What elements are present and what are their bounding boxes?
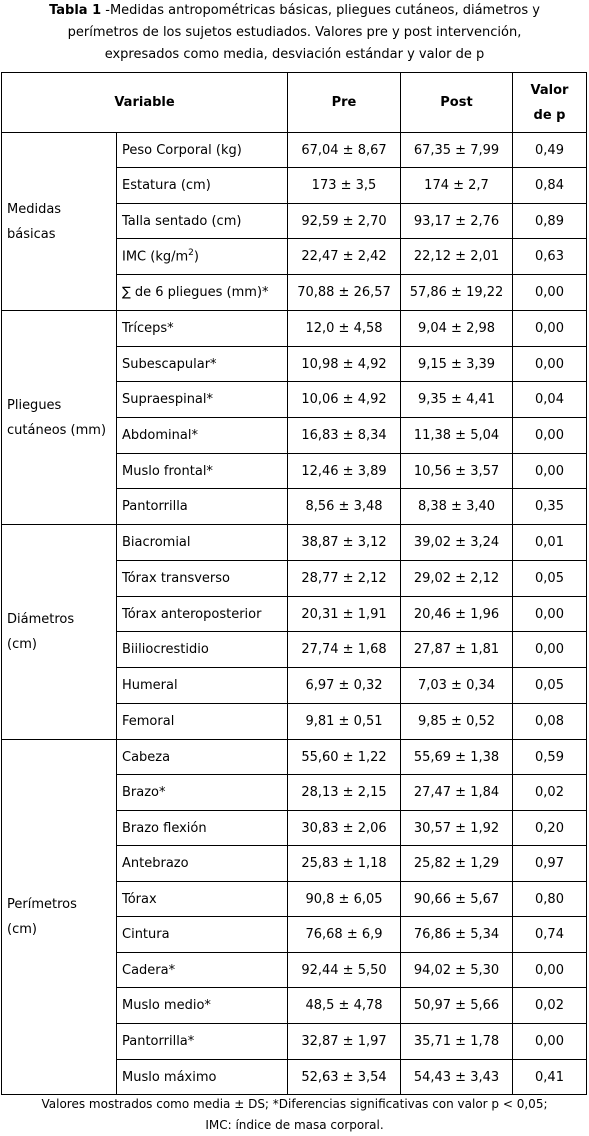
p-value: 0,97 (513, 846, 587, 882)
post-value: 27,47 ± 1,84 (401, 775, 513, 811)
variable-name-text: Estatura (cm) (122, 178, 211, 193)
p-value: 0,74 (513, 917, 587, 953)
variable-name-superscript: 2 (188, 248, 194, 259)
group-label-line-1: Pliegues (7, 397, 62, 413)
pre-value: 76,68 ± 6,9 (288, 917, 401, 953)
p-value: 0,20 (513, 811, 587, 846)
group-label-line-2: (cm) (7, 922, 37, 937)
variable-name (117, 811, 288, 846)
variable-name-text: Tríceps* (122, 321, 174, 336)
pre-value: 6,97 ± 0,32 (288, 668, 401, 704)
variable-name-text: Peso Corporal (kg) (122, 142, 242, 158)
pre-value: 10,98 ± 4,92 (288, 347, 401, 382)
variable-name (117, 740, 288, 775)
pre-value: 25,83 ± 1,18 (288, 846, 401, 882)
p-value: 0,00 (513, 632, 587, 668)
header-variable: Variable (2, 73, 288, 133)
variable-name (117, 632, 288, 668)
p-value: 0,08 (513, 704, 587, 740)
variable-name-text: Supraespinal* (122, 392, 214, 407)
group-label-line-2: básicas (7, 226, 56, 242)
variable-name (117, 882, 288, 917)
variable-name-text: Muslo medio* (122, 998, 211, 1013)
variable-name (117, 1060, 288, 1095)
variable-name (117, 775, 288, 811)
variable-name (117, 454, 288, 489)
pre-value: 9,81 ± 0,51 (288, 704, 401, 740)
table-row (2, 525, 587, 561)
variable-name-text: Tórax anteroposterior (122, 606, 262, 622)
table-body (2, 133, 587, 1095)
header-p-value (513, 73, 587, 133)
post-value: 50,97 ± 5,66 (401, 988, 513, 1024)
pre-value: 92,44 ± 5,50 (288, 953, 401, 988)
footnote-line-1: Valores mostrados como media ± DS; *Diferencias significativas con valor p < 0,05; (41, 1097, 548, 1111)
pre-value: 67,04 ± 8,67 (288, 133, 401, 168)
variable-name-text: Pantorrilla* (122, 1034, 195, 1049)
post-value: 30,57 ± 1,92 (401, 811, 513, 846)
group-label (2, 740, 117, 1095)
post-value: 94,02 ± 5,30 (401, 953, 513, 988)
pre-value: 20,31 ± 1,91 (288, 597, 401, 632)
post-value: 7,03 ± 0,34 (401, 668, 513, 704)
p-value: 0,80 (513, 882, 587, 917)
p-value: 0,01 (513, 525, 587, 561)
pre-value: 28,77 ± 2,12 (288, 561, 401, 597)
pre-value: 10,06 ± 4,92 (288, 382, 401, 418)
group-label-line-2: cutáneos (mm) (7, 422, 107, 438)
variable-name (117, 525, 288, 561)
table-caption (0, 0, 589, 70)
p-value: 0,00 (513, 275, 587, 311)
variable-name (117, 418, 288, 454)
variable-name-text: ∑ de 6 pliegues (mm)* (122, 285, 269, 300)
post-value: 174 ± 2,7 (401, 168, 513, 204)
variable-name-text: Tórax transverso (122, 571, 231, 586)
caption-line-1 (0, 0, 589, 22)
variable-name-text: IMC (kg/m (122, 249, 189, 265)
variable-name-text: Cabeza (122, 749, 171, 765)
pre-value: 92,59 ± 2,70 (288, 204, 401, 239)
pre-value: 8,56 ± 3,48 (288, 489, 401, 525)
variable-name (117, 597, 288, 632)
post-value: 9,15 ± 3,39 (401, 347, 513, 382)
variable-name-text: Humeral (122, 678, 178, 693)
post-value: 29,02 ± 2,12 (401, 561, 513, 597)
header-row (2, 73, 587, 133)
post-value: 67,35 ± 7,99 (401, 133, 513, 168)
post-value: 55,69 ± 1,38 (401, 740, 513, 775)
variable-name (117, 917, 288, 953)
variable-name (117, 988, 288, 1024)
group-label (2, 311, 117, 525)
pre-value: 55,60 ± 1,22 (288, 740, 401, 775)
group-label-line-1: Medidas (7, 201, 62, 217)
variable-name-text: Subescapular* (122, 356, 217, 372)
pre-value: 48,5 ± 4,78 (288, 988, 401, 1024)
pre-value: 90,8 ± 6,05 (288, 882, 401, 917)
p-value: 0,89 (513, 204, 587, 239)
header-post: Post (401, 73, 513, 133)
post-value: 25,82 ± 1,29 (401, 846, 513, 882)
post-value: 27,87 ± 1,81 (401, 632, 513, 668)
variable-name-text: Pantorrilla (122, 499, 188, 514)
p-value: 0,00 (513, 418, 587, 454)
variable-name-text: Tórax (122, 891, 157, 907)
variable-name-text: Cintura (122, 927, 170, 942)
post-value: 20,46 ± 1,96 (401, 597, 513, 632)
pre-value: 28,13 ± 2,15 (288, 775, 401, 811)
post-value: 93,17 ± 2,76 (401, 204, 513, 239)
post-value: 76,86 ± 5,34 (401, 917, 513, 953)
group-label (2, 133, 117, 311)
header-pre: Pre (288, 73, 401, 133)
variable-name (117, 953, 288, 988)
variable-name-text: Femoral (122, 714, 175, 729)
variable-name (117, 133, 288, 168)
p-value: 0,05 (513, 561, 587, 597)
post-value: 10,56 ± 3,57 (401, 454, 513, 489)
caption-line-2: perímetros de los sujetos estudiados. Valores pre y post intervención, (67, 25, 522, 40)
group-label-line-1: Perímetros (7, 897, 77, 912)
p-value: 0,00 (513, 311, 587, 347)
table-row (2, 740, 587, 775)
post-value: 11,38 ± 5,04 (401, 418, 513, 454)
variable-name-text: Biiliocrestidio (122, 642, 209, 657)
variable-name (117, 846, 288, 882)
variable-name (117, 668, 288, 704)
post-value: 39,02 ± 3,24 (401, 525, 513, 561)
p-value: 0,84 (513, 168, 587, 204)
variable-name-end: ) (193, 249, 199, 265)
pre-value: 30,83 ± 2,06 (288, 811, 401, 846)
p-value: 0,00 (513, 347, 587, 382)
variable-name (117, 311, 288, 347)
post-value: 8,38 ± 3,40 (401, 489, 513, 525)
variable-name (117, 347, 288, 382)
variable-name (117, 382, 288, 418)
footnote-line-2: IMC: índice de masa corporal. (205, 1118, 384, 1132)
post-value: 54,43 ± 3,43 (401, 1060, 513, 1095)
header-p-line-1: Valor (530, 82, 569, 98)
variable-name (117, 1024, 288, 1060)
variable-name (117, 204, 288, 239)
variable-name (117, 489, 288, 525)
caption-line-3: expresados como media, desviación estándar y valor de p (104, 47, 485, 62)
p-value: 0,35 (513, 489, 587, 525)
post-value: 90,66 ± 5,67 (401, 882, 513, 917)
pre-value: 38,87 ± 3,12 (288, 525, 401, 561)
p-value: 0,02 (513, 775, 587, 811)
variable-name-text: Muslo máximo (122, 1069, 217, 1085)
pre-value: 32,87 ± 1,97 (288, 1024, 401, 1060)
variable-name (117, 239, 288, 275)
p-value: 0,59 (513, 740, 587, 775)
header-p-line-2: de p (533, 107, 566, 123)
p-value: 0,00 (513, 953, 587, 988)
variable-name-text: Brazo* (122, 785, 166, 800)
variable-name (117, 704, 288, 740)
post-value: 57,86 ± 19,22 (401, 275, 513, 311)
p-value: 0,04 (513, 382, 587, 418)
pre-value: 27,74 ± 1,68 (288, 632, 401, 668)
pre-value: 22,47 ± 2,42 (288, 239, 401, 275)
p-value: 0,63 (513, 239, 587, 275)
table-label: Tabla 1 (49, 3, 102, 18)
variable-name-text: Muslo frontal* (122, 463, 213, 479)
table-footnote (0, 1094, 589, 1136)
anthropometric-table (1, 72, 587, 1095)
p-value: 0,49 (513, 133, 587, 168)
pre-value: 16,83 ± 8,34 (288, 418, 401, 454)
variable-name (117, 561, 288, 597)
table-row (2, 133, 587, 168)
pre-value: 12,0 ± 4,58 (288, 311, 401, 347)
variable-name (117, 168, 288, 204)
pre-value: 12,46 ± 3,89 (288, 454, 401, 489)
pre-value: 173 ± 3,5 (288, 168, 401, 204)
p-value: 0,41 (513, 1060, 587, 1095)
group-label-line-1: Diámetros (7, 612, 75, 627)
post-value: 35,71 ± 1,78 (401, 1024, 513, 1060)
post-value: 9,35 ± 4,41 (401, 382, 513, 418)
post-value: 9,85 ± 0,52 (401, 704, 513, 740)
variable-name-text: Abdominal* (122, 428, 198, 443)
post-value: 9,04 ± 2,98 (401, 311, 513, 347)
caption-text-1: -Medidas antropométricas básicas, pliegues cutáneos, diámetros y (101, 3, 540, 18)
variable-name-text: Biacromial (122, 535, 191, 550)
variable-name (117, 275, 288, 311)
p-value: 0,00 (513, 454, 587, 489)
variable-name-text: Talla sentado (cm) (122, 213, 242, 229)
pre-value: 70,88 ± 26,57 (288, 275, 401, 311)
p-value: 0,05 (513, 668, 587, 704)
p-value: 0,00 (513, 597, 587, 632)
post-value: 22,12 ± 2,01 (401, 239, 513, 275)
pre-value: 52,63 ± 3,54 (288, 1060, 401, 1095)
variable-name-text: Antebrazo (122, 856, 189, 871)
group-label-line-2: (cm) (7, 637, 37, 652)
p-value: 0,00 (513, 1024, 587, 1060)
variable-name-text: Brazo flexión (122, 820, 207, 836)
table-row (2, 311, 587, 347)
p-value: 0,02 (513, 988, 587, 1024)
variable-name-text: Cadera* (122, 962, 176, 978)
group-label (2, 525, 117, 740)
